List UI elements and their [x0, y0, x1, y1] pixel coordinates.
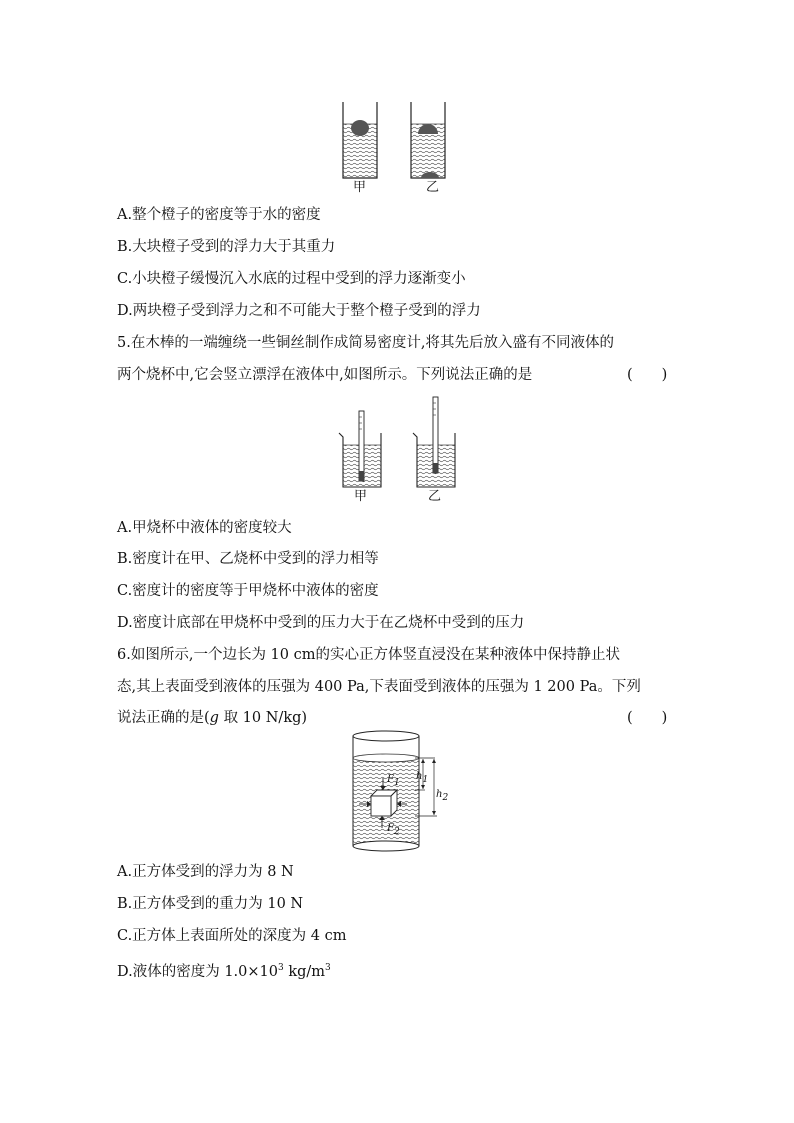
q4-option-c: C.小块橙子缓慢沉入水底的过程中受到的浮力逐渐变小: [117, 271, 466, 287]
q4-option-b: B.大块橙子受到的浮力大于其重力: [117, 239, 336, 255]
q5-option-d: D.密度计底部在甲烧杯中受到的压力大于在乙烧杯中受到的压力: [117, 615, 525, 631]
q6-option-d-exp: 3: [278, 963, 284, 973]
q4-option-d: D.两块橙子受到浮力之和不可能大于整个橙子受到的浮力: [117, 303, 481, 319]
q4-option-a: A.整个橙子的密度等于水的密度: [117, 207, 321, 223]
label-f1: $F_1$: [387, 774, 400, 788]
q6-stem-line3: [117, 708, 307, 728]
q5-option-b: B.密度计在甲、乙烧杯中受到的浮力相等: [117, 551, 379, 567]
q6-option-b: B.正方体受到的重力为 10 N: [117, 896, 304, 912]
figure1-caption-right: 乙: [426, 180, 440, 195]
q6-option-d: [117, 958, 331, 982]
q5-answer-paren: ( ): [627, 367, 668, 383]
figure2-caption-right: 乙: [428, 489, 442, 504]
q6-g-symbol: g: [209, 710, 219, 726]
q6-stem-line3-post: 取 10 N/kg): [218, 710, 308, 726]
hydrometer-figure: [335, 395, 465, 495]
q6-answer-paren: ( ): [627, 710, 668, 726]
q6-option-d-unit-exp: 3: [325, 963, 331, 973]
q6-stem-line3-pre: 说法正确的是(: [117, 710, 210, 726]
q5-option-c: C.密度计的密度等于甲烧杯中液体的密度: [117, 583, 379, 599]
figure2-caption-left: 甲: [354, 489, 368, 504]
label-h1: $h_1$: [416, 771, 429, 785]
q6-stem-line2: 态,其上表面受到液体的压强为 400 Pa,下表面受到液体的压强为 1 200 Pa。下列: [117, 679, 641, 695]
q6-option-d-pre: D.液体的密度为 1.0×10: [117, 963, 278, 980]
q5-stem-line1: 5.在木棒的一端缠绕一些铜丝制作成简易密度计,将其先后放入盛有不同液体的: [117, 335, 614, 351]
label-h2: $h_2$: [436, 789, 449, 803]
q6-option-c: C.正方体上表面所处的深度为 4 cm: [117, 928, 347, 944]
q5-stem-line2: 两个烧杯中,它会竖立漂浮在液体中,如图所示。下列说法正确的是: [117, 367, 533, 383]
figure1-caption-left: 甲: [353, 180, 367, 195]
q6-option-a: A.正方体受到的浮力为 8 N: [117, 864, 294, 880]
label-f2: $F_2$: [387, 823, 400, 837]
q5-option-a: A.甲烧杯中液体的密度较大: [117, 520, 292, 536]
q6-stem-line1: 6.如图所示,一个边长为 10 cm的实心正方体竖直浸没在某种液体中保持静止状: [117, 647, 620, 663]
q6-option-d-unit: kg/m: [283, 963, 326, 980]
